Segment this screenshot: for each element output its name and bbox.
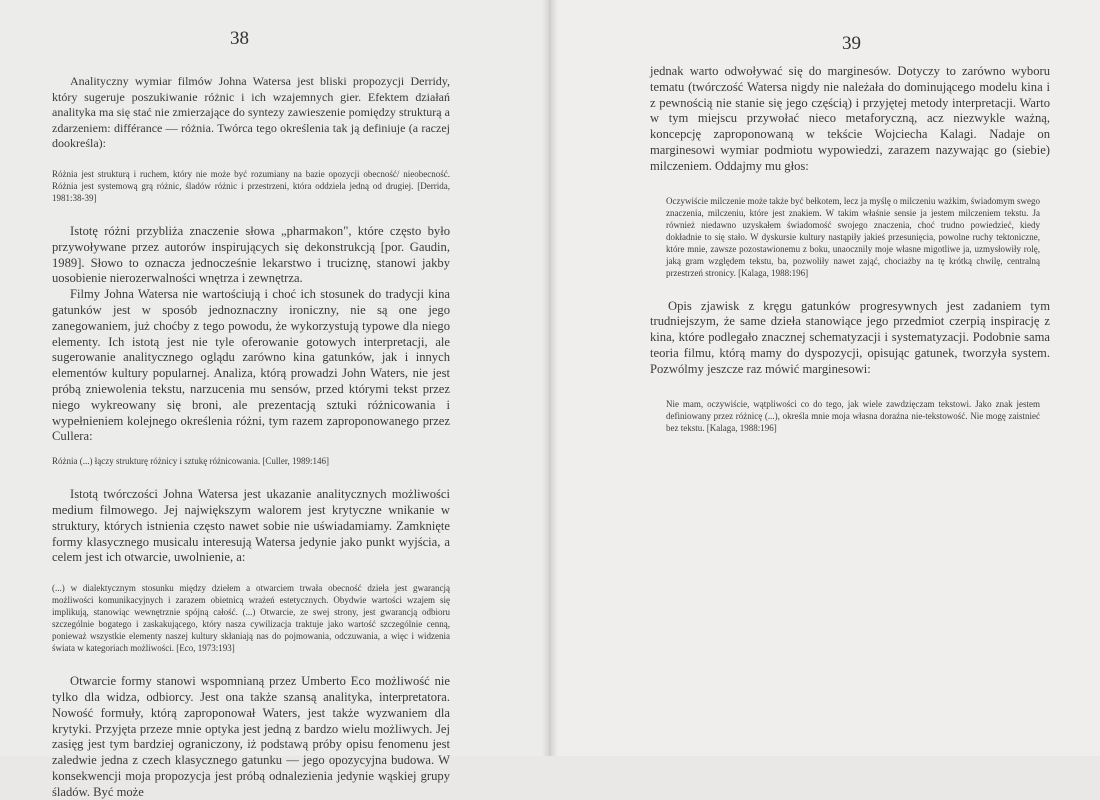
paragraph: Istotę różni przybliża znaczenie słowa „pharmakon", które często było przywoływane przez autorów inspirujących się dekonstrukcją [por. Gaudin, 1989]. Słowo to oznacza jednocześnie lekarstwo i truciznę, stanowi jakby uosobienie nierozerwalności wnętrza i zewnętrza. [52,223,450,286]
block-quote: (...) w dialektycznym stosunku między dziełem a otwarciem trwała obecność dzieła jest gwarancją możliwości komunikacyjnych i zarazem obietnicą wrażeń estetycznych. Obydwie wartości wzajem się implikują, stanowiąc wewnętrznie spójną całość. (...) Otwarcie, ze swej strony, jest gwarancją odbioru szczególnie bogatego i zaskakującego, który nasza cywilizacja traktuje jako wartość szczególnie cenną, ponieważ wszystkie elementy naszej kultury skłaniają nas do pojmowania, odczuwania, a więc i widzenia świata w kategoriach możliwości. [Eco, 1973:193] [52,583,450,654]
paragraph: Istotą twórczości Johna Watersa jest ukazanie analitycznych możliwości medium filmowego. Jej największym walorem jest krytyczne wnikanie w struktury, których istnienia często nawet sobie nie uświadamiamy. Zamknięte formy klasycznego musicalu interesują Watersa jedynie jako punkt wyjścia, a celem jest ich otwarcie, uwolnienie, a: [52,487,450,565]
paragraph: Filmy Johna Watersa nie wartościują i choć ich stosunek do tradycji kina gatunków jest w sposób jednoznaczny ironiczny, nie są one jego zanegowaniem, już choćby z tego powodu, że wykorzystują typowe dla niego elementy. Ich istotą jest nie tyle oferowanie gotowych interpretacji, ale sugerowanie analitycznego oglądu zarówno kina gatunków, jak i innych elementów kultury popularnej. Analiza, którą prowadzi John Waters, nie jest próbą zniewolenia tekstu, narzucenia mu sensów, przed którymi tekst przez niego wykreowany się broni, ale prezentacją sztuki różnicowania i wypełnieniem kolejnego określenia różni, tym razem zaproponowanego przez Cullera: [52,287,450,444]
paragraph: Opis zjawisk z kręgu gatunków progresywnych jest zadaniem tym trudniejszym, że same dzieła stanowiące jego przedmiot czerpią inspirację z kina, które podlegało znacznej schematyzacji i systematyzacji. Podobnie sama teoria filmu, którą mamy do dyspozycji, opisując gatunek, tworzyła system. Pozwólmy jeszcze raz mówić marginesowi: [650,298,1050,376]
paragraph: Analityczny wymiar filmów Johna Watersa jest bliski propozycji Derridy, który sugeruje poszukiwanie różnic i ich wzajemnych gier. Efektem działań analityka ma się stać nie zmierzające do syntezy zawieszenie pomiędzy strukturą a zdarzeniem: différance — różnia. Twórca tego określenia tak ją definiuje (a raczej dookreśla): [52,74,450,151]
block-quote: Różnia jest strukturą i ruchem, który nie może być rozumiany na bazie opozycji obecność/ nieobecność. Różnia jest systemową grą różnic, śladów różnic i przestrzeni, która oddziela jedną od drugiej. [Derrida, 1981:38-39] [52,168,450,203]
block-quote: Nie mam, oczywiście, wątpliwości co do tego, jak wiele zawdzięczam tekstowi. Jako znak jestem definiowany przez różnicę (...), określa mnie moja własna doraźna nie-tekstowość. Nie mogę zaistnieć bez tekstu. [Kalaga, 1988:196] [666,398,1040,433]
book-gutter [542,0,558,756]
page-number-left: 38 [230,28,249,49]
paragraph: Otwarcie formy stanowi wspomnianą przez Umberto Eco możliwość nie tylko dla widza, odbiorcy. Jest ona także szansą analityka, interpretatora. Nowość formuły, którą zaproponował Waters, jest także wyzwaniem dla krytyki. Przyjęta przeze mnie optyka jest jedną z bardzo wielu możliwych. Jej zasięg jest tym bardziej ograniczony, iż podstawą próby opisu fenomenu jest zaledwie jedna z czech klasycznego gatunku — jego opozycyjna budowa. W konsekwencji moja propozycja jest próbą odnalezienia jedynie wąskiej grupy śladów. Być może [52,674,450,799]
right-page-text [650,64,1050,434]
page-number-right: 39 [842,33,861,54]
paragraph: jednak warto odwoływać się do marginesów. Dotyczy to zarówno wyboru tematu (twórczość Watersa nigdy nie należała do dominującego modelu kina i z pewnością nie stanie się jego częścią) i przyjętej metody interpretacji. Warto w tym miejscu przywołać nieco metaforyczną, acz niezwykle ważną, koncepcję zaproponowaną w tekście Wojciecha Kalagi. Nadaje on marginesowi wymiar podmiotu wypowiedzi, zarazem nazywając go (siebie) milczeniem. Oddajmy mu głos: [650,64,1050,173]
block-quote: Różnia (...) łączy strukturę różnicy i sztukę różnicowania. [Culler, 1989:146] [52,456,330,467]
left-page-text [52,74,450,800]
block-quote: Oczywiście milczenie może także być bełkotem, lecz ja myślę o milczeniu ważkim, świadomym swego znaczenia, milczeniu, które jest znakiem. W takim właśnie sensie ja jestem milczeniem tekstu. Ja również niedawno uzyskałem świadomość swojego znaczenia, choć trudno powiedzieć, kiedy dokładnie to się stało. W dyskursie kultury nastąpiły jakieś przesunięcia, powolne ruchy tektoniczne, które mnie, zawsze pozostawionemu z boku, unaocznily moje własne migotliwe ja, uzmysłowiły rolę, jaką gram względem tekstu, ba, pozwoliły nawet zająć, chociażby na tę krótką chwilę, centralną przestrzeń stronicy. [Kalaga, 1988:196] [666,195,1040,278]
left-page [0,0,550,799]
